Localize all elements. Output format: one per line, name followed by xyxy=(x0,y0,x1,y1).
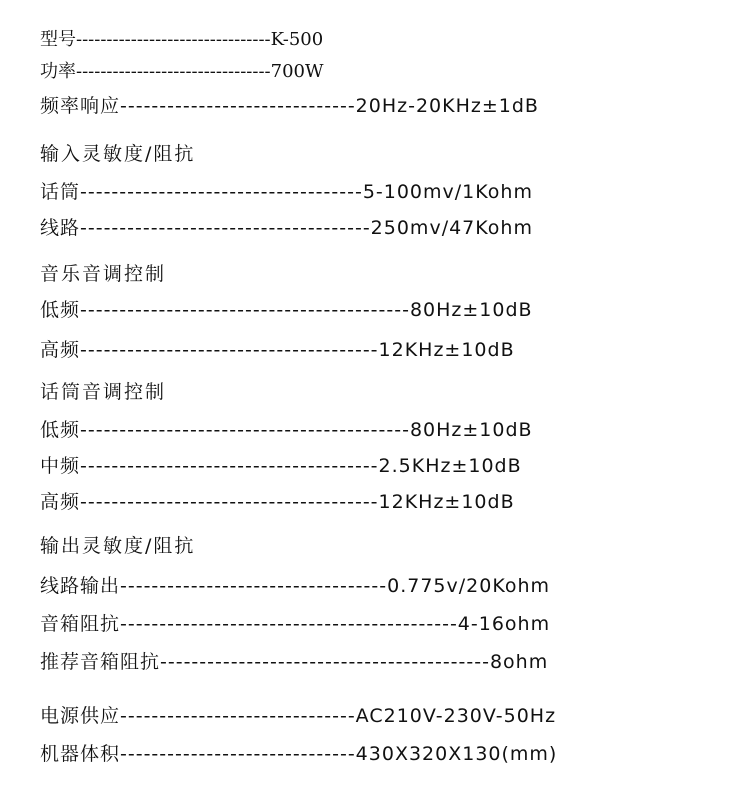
spec-input-line: 线路-------------------------------------250mv/47Kohm xyxy=(40,217,533,239)
spec-mic-treble: 高频--------------------------------------12KHz±10dB xyxy=(40,491,515,513)
section-music-tone-control: 音乐音调控制 xyxy=(40,263,167,285)
section-output-sensitivity-impedance: 输出灵敏度/阻抗 xyxy=(40,535,196,557)
spec-dimensions: 机器体积------------------------------430X320X130(mm) xyxy=(40,743,558,765)
spec-music-treble: 高频--------------------------------------12KHz±10dB xyxy=(40,339,515,361)
spec-model: 型号--------------------------------K-500 xyxy=(40,29,324,50)
spec-mic-mid: 中频--------------------------------------2.5KHz±10dB xyxy=(40,455,522,477)
spec-music-bass: 低频------------------------------------------80Hz±10dB xyxy=(40,299,533,321)
spec-power: 功率--------------------------------700W xyxy=(40,61,324,82)
spec-input-mic: 话筒------------------------------------5-100mv/1Kohm xyxy=(40,181,533,203)
spec-power-supply: 电源供应------------------------------AC210V-230V-50Hz xyxy=(40,705,557,727)
spec-recommended-speaker-impedance: 推荐音箱阻抗------------------------------------------8ohm xyxy=(40,651,549,673)
spec-mic-bass: 低频------------------------------------------80Hz±10dB xyxy=(40,419,533,441)
section-input-sensitivity-impedance: 输入灵敏度/阻抗 xyxy=(40,143,196,165)
section-mic-tone-control: 话筒音调控制 xyxy=(40,381,167,403)
spec-frequency-response: 频率响应------------------------------20Hz-20KHz±1dB xyxy=(40,95,539,117)
spec-speaker-impedance: 音箱阻抗-------------------------------------------4-16ohm xyxy=(40,613,551,635)
spec-line-output: 线路输出----------------------------------0.775v/20Kohm xyxy=(40,575,551,597)
